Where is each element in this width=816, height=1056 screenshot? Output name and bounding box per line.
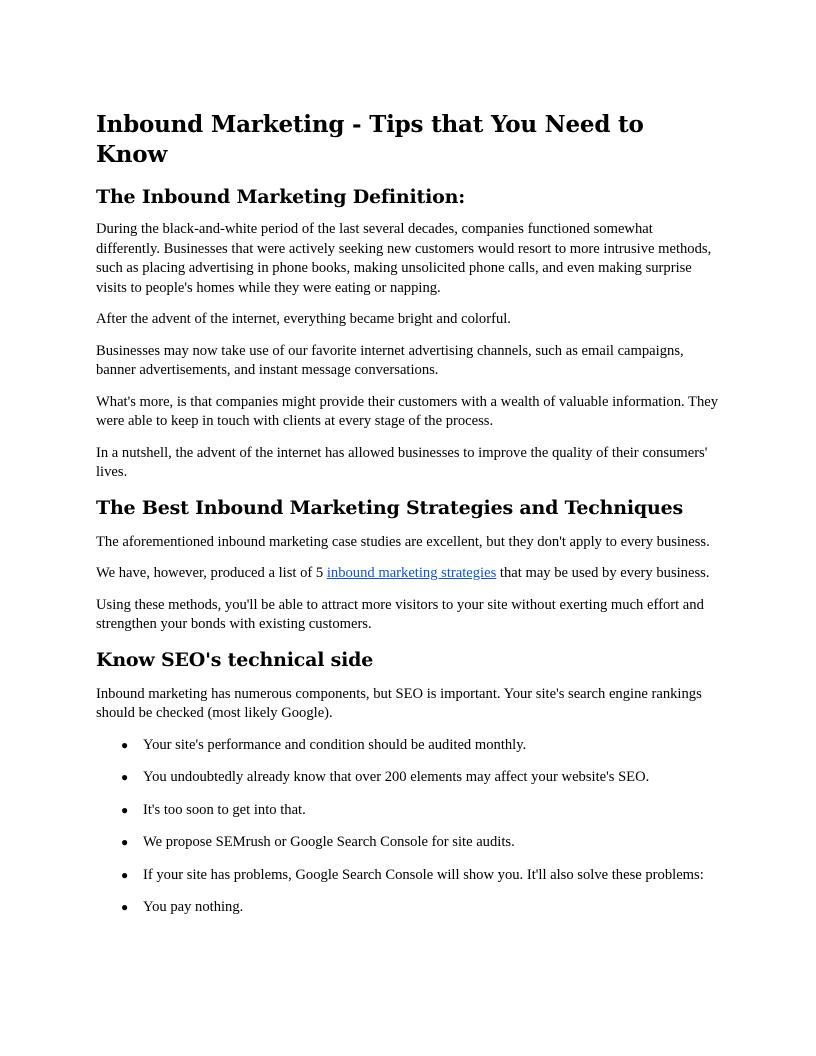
bullet-icon: ●: [121, 900, 129, 914]
strategies-paragraph-1: The aforementioned inbound marketing case studies are excellent, but they don't apply to every business.: [96, 533, 710, 550]
list-item: [121, 898, 720, 918]
definition-paragraph-1: During the black-and-white period of the last several decades, companies functioned somewhat differently. Businesses that were actively seeking new customers would resort to more intrusive methods, such as placing advertising in phone books, making unsolicited phone calls, and even making surprise visits to people's homes while they were eating or napping.: [96, 221, 712, 296]
document-title: Inbound Marketing - Tips that You Need to Know: [96, 111, 644, 168]
seo-intro-paragraph: Inbound marketing has numerous components, but SEO is important. Your site's search engine rankings should be checked (most likely Google).: [96, 685, 702, 721]
document-page: [96, 100, 720, 931]
definition-heading: The Inbound Marketing Definition:: [96, 186, 466, 208]
definition-paragraph-5: In a nutshell, the advent of the internet has allowed businesses to improve the quality of their consumers' lives.: [96, 444, 708, 480]
strategies-paragraph-3: Using these methods, you'll be able to attract more visitors to your site without exerting much effort and strengthen your bonds with existing customers.: [96, 596, 704, 632]
seo-bullet-list: [96, 736, 720, 918]
bullet-icon: ●: [121, 867, 129, 882]
list-item-text: You pay nothing.: [143, 899, 244, 915]
list-item-text: It's too soon to get into that.: [143, 801, 306, 818]
list-item-text: We propose SEMrush or Google Search Console for site audits.: [143, 834, 515, 850]
list-item-text: You undoubtedly already know that over 200 elements may affect your website's SEO.: [143, 769, 650, 785]
strategies-paragraph-2-after: that may be used by every business.: [496, 565, 710, 581]
list-item: [121, 833, 720, 853]
definition-paragraph-4: What's more, is that companies might provide their customers with a wealth of valuable information. They were able to keep in touch with clients at every stage of the process.: [96, 393, 719, 429]
strategies-paragraph-2-before: We have, however, produced a list of 5: [96, 565, 327, 581]
seo-heading: Know SEO's technical side: [96, 648, 374, 671]
bullet-icon: ●: [121, 835, 129, 849]
inbound-strategies-link[interactable]: inbound marketing strategies: [326, 565, 497, 581]
bullet-icon: ●: [121, 770, 129, 784]
bullet-icon: ●: [121, 737, 129, 752]
list-item: [121, 801, 720, 821]
list-item-text: If your site has problems, Google Search Console will show you. It'll also solve these problems:: [143, 866, 704, 883]
definition-paragraph-2: After the advent of the internet, everything became bright and colorful.: [96, 311, 511, 327]
list-item: [121, 736, 720, 756]
list-item: [121, 768, 720, 788]
bullet-icon: ●: [121, 802, 129, 817]
definition-paragraph-3: Businesses may now take use of our favorite internet advertising channels, such as email campaigns, banner advertisements, and instant message conversations.: [96, 342, 684, 378]
list-item: [121, 866, 720, 886]
list-item-text: Your site's performance and condition should be audited monthly.: [143, 736, 527, 753]
strategies-paragraph-2: [96, 564, 720, 584]
strategies-heading: The Best Inbound Marketing Strategies and Techniques: [96, 496, 683, 519]
